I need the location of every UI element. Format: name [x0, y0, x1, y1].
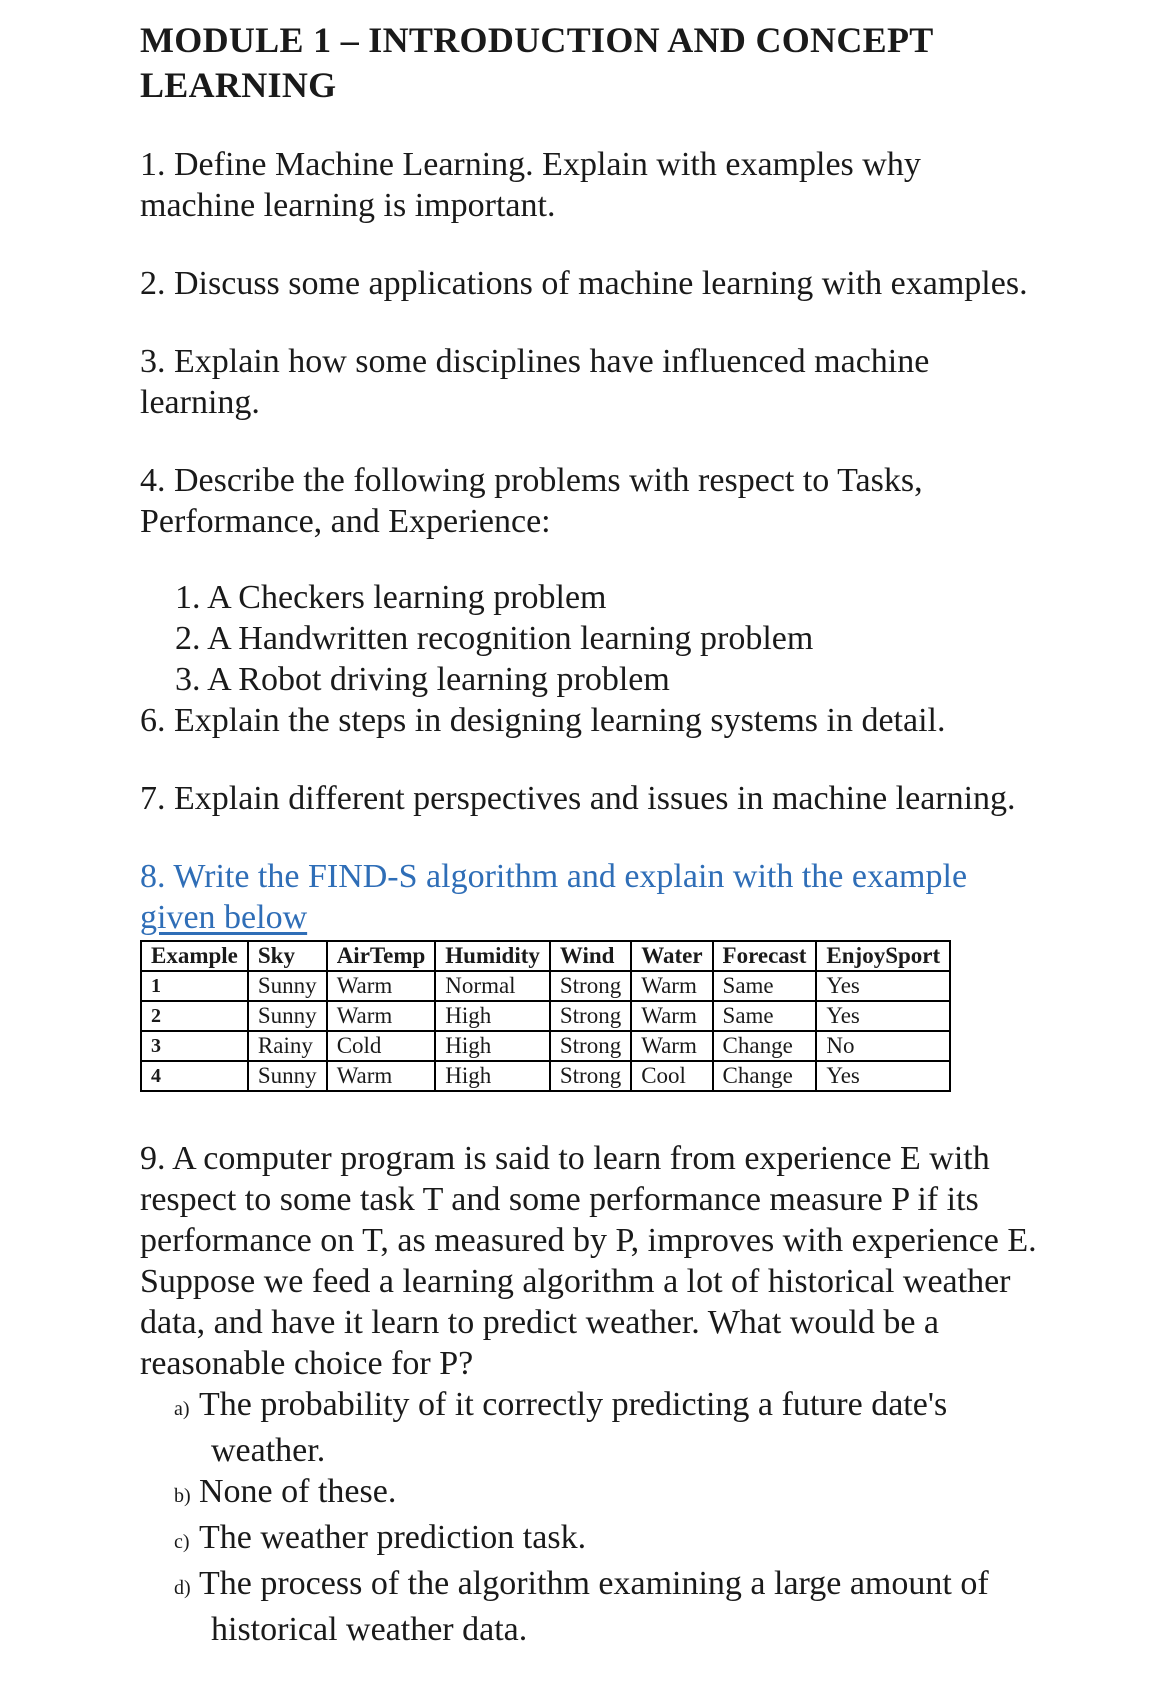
option-c [174, 1517, 1040, 1563]
question-8 [140, 856, 1040, 938]
question-4-item-2: 2. A Handwritten recognition learning problem [175, 620, 814, 657]
option-marker: a) [174, 1398, 190, 1420]
table-cell: Sunny [248, 1001, 327, 1031]
table-cell: Warm [631, 1001, 712, 1031]
table-cell: Strong [550, 1031, 631, 1061]
table-cell: Warm [631, 971, 712, 1001]
table-cell: 3 [141, 1031, 248, 1061]
question-4-item-1: 1. A Checkers learning problem [175, 579, 607, 616]
option-a [174, 1384, 1040, 1471]
option-marker: d) [174, 1577, 191, 1599]
table-header-cell: AirTemp [327, 941, 436, 971]
table-cell: 4 [141, 1061, 248, 1091]
table-row [141, 1031, 950, 1061]
question-9-prompt: Suppose we feed a learning algorithm a lot of historical weather data, and have it learn to predict weather. What would be a reasonable choice for P? [140, 1263, 1011, 1382]
table-header-row [141, 941, 950, 971]
table-cell: High [435, 1061, 550, 1091]
option-text: None of these. [199, 1473, 397, 1510]
table-row [141, 1001, 950, 1031]
table-cell: Warm [327, 971, 436, 1001]
table-cell: Rainy [248, 1031, 327, 1061]
question-4-subitems [175, 577, 1040, 700]
option-b [174, 1471, 1040, 1517]
table-cell: Warm [327, 1061, 436, 1091]
question-9 [140, 1138, 1040, 1650]
table-header-cell: Sky [248, 941, 327, 971]
table-row [141, 971, 950, 1001]
option-marker: c) [174, 1531, 190, 1553]
table-header-cell: Water [631, 941, 712, 971]
table-header-cell: Forecast [713, 941, 817, 971]
option-text-continued: weather. [211, 1432, 326, 1469]
question-8-line-1: 8. Write the FIND-S algorithm and explain with the example [140, 858, 968, 895]
question-7: 7. Explain different perspectives and issues in machine learning. [140, 780, 1016, 817]
table-cell: Strong [550, 971, 631, 1001]
table-cell: Warm [631, 1031, 712, 1061]
table-cell: Yes [816, 1061, 950, 1091]
option-marker: b) [174, 1485, 191, 1507]
table-cell: Change [713, 1031, 817, 1061]
table-cell: Sunny [248, 1061, 327, 1091]
table-cell: Sunny [248, 971, 327, 1001]
table-cell: Normal [435, 971, 550, 1001]
table-cell: Cool [631, 1061, 712, 1091]
question-8-line-2: given below [140, 899, 308, 936]
table-cell: Change [713, 1061, 817, 1091]
table-header-cell: Humidity [435, 941, 550, 971]
table-cell: Yes [816, 971, 950, 1001]
question-2: 2. Discuss some applications of machine learning with examples. [140, 265, 1028, 302]
table-cell: High [435, 1031, 550, 1061]
question-9-definition: 9. A computer program is said to learn from experience E with respect to some task T and some performance measure P if its performance on T, as measured by P, improves with experience E. [140, 1140, 1037, 1259]
table-row [141, 1061, 950, 1091]
question-bank-page [140, 18, 1040, 1650]
option-text: The weather prediction task. [199, 1519, 587, 1556]
option-text: The process of the algorithm examining a large amount of [199, 1565, 989, 1602]
table-header-cell: Example [141, 941, 248, 971]
option-text-continued: historical weather data. [211, 1611, 528, 1648]
table-cell: Same [713, 971, 817, 1001]
question-9-options [174, 1384, 1040, 1650]
table-cell: Strong [550, 1001, 631, 1031]
table-cell: Strong [550, 1061, 631, 1091]
table-cell: Yes [816, 1001, 950, 1031]
question-4-item-3: 3. A Robot driving learning problem [175, 661, 670, 698]
table-cell: Cold [327, 1031, 436, 1061]
option-text: The probability of it correctly predicting a future date's [199, 1386, 948, 1423]
table-cell: 2 [141, 1001, 248, 1031]
question-4: 4. Describe the following problems with respect to Tasks, Performance, and Experience: [140, 462, 923, 540]
table-cell: Same [713, 1001, 817, 1031]
question-6: 6. Explain the steps in designing learning systems in detail. [140, 702, 946, 739]
training-examples-table [140, 940, 951, 1092]
module-title: MODULE 1 – INTRODUCTION AND CONCEPT LEARNING [140, 20, 933, 105]
table-cell: Warm [327, 1001, 436, 1031]
table-cell: 1 [141, 971, 248, 1001]
table-header-cell: EnjoySport [816, 941, 950, 971]
option-d [174, 1563, 1040, 1650]
table-header-cell: Wind [550, 941, 631, 971]
table-cell: No [816, 1031, 950, 1061]
question-1: 1. Define Machine Learning. Explain with examples why machine learning is important. [140, 146, 921, 224]
table-cell: High [435, 1001, 550, 1031]
question-3: 3. Explain how some disciplines have influenced machine learning. [140, 343, 930, 421]
